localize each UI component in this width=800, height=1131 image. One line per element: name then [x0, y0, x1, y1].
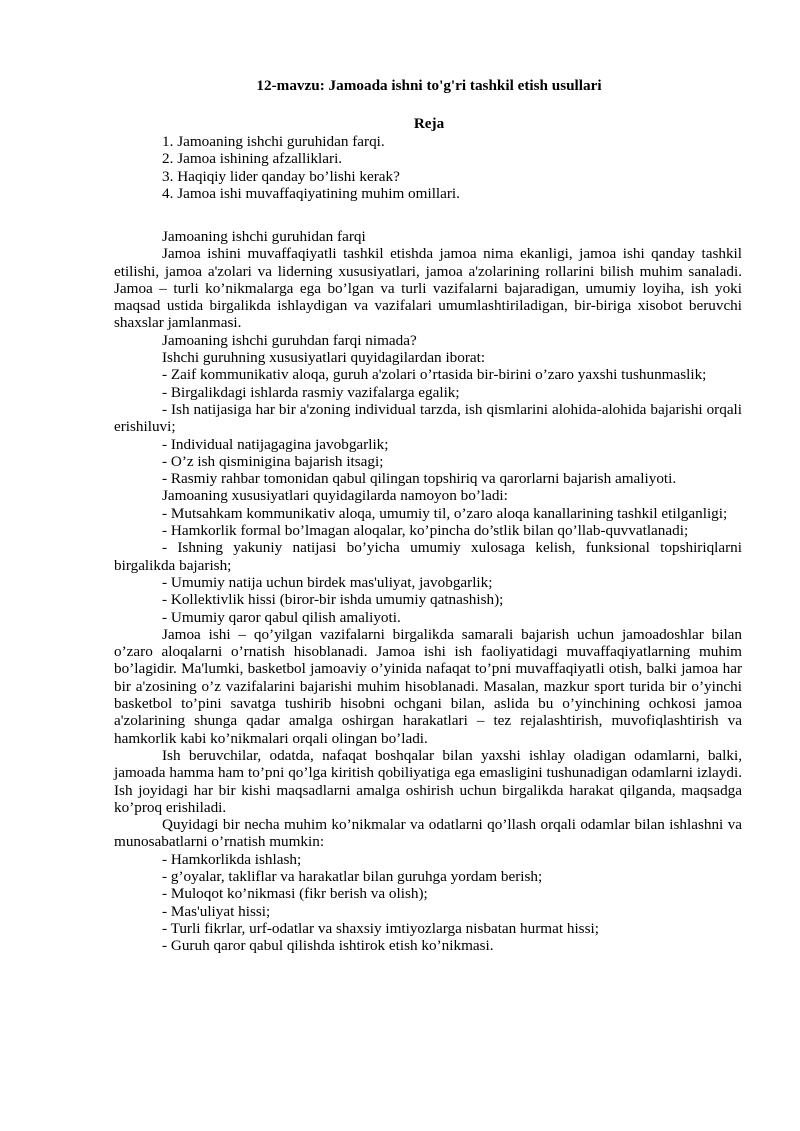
- list-item: - Zaif kommunikativ aloqa, guruh a'zolari o’rtasida bir-birini o’zaro yaxshi tushunmaslik;: [162, 366, 707, 384]
- plan-item: 3. Haqiqiy lider qanday bo’lishi kerak?: [162, 167, 400, 185]
- list-item: - Birgalikdagi ishlarda rasmiy vazifalarga egalik;: [162, 383, 460, 401]
- paragraph: Jamoa ishini muvaffaqiyatli tashkil etishda jamoa nima ekanligi, jamoa ishi qanday tashkil etilishi, jamoa a'zolari va liderning xususiyatlari, jamoa a'zolarining rollarini bilish muhim sanaladi. Jamoa – turli ko’nikmalarga ega bo’lgan va turli vazifalarni bajaradigan, umumiy loyiha, ish yoki maqsad ustida birgalikda ishlaydigan va vazifalari umumlashtiriladigan, bir-biriga xisobot beruvchi shaxslar jamlanmasi.: [114, 245, 742, 332]
- plan-item: 4. Jamoa ishi muvaffaqiyatining muhim omillari.: [162, 184, 460, 202]
- list-item: - Muloqot ko’nikmasi (fikr berish va olish);: [162, 885, 428, 903]
- plan-item: 2. Jamoa ishining afzalliklari.: [162, 150, 343, 168]
- list-item: - g’oyalar, takliflar va harakatlar bilan guruhga yordam berish;: [162, 867, 543, 885]
- list-item: - Umumiy qaror qabul qilish amaliyoti.: [162, 608, 401, 626]
- list-item: - Turli fikrlar, urf-odatlar va shaxsiy imtiyozlarga nisbatan hurmat hissi;: [162, 919, 599, 937]
- list-item: - Individual natijagagina javobgarlik;: [162, 435, 389, 453]
- list-item: - Hamkorlik formal bo’lmagan aloqalar, ko’pincha do’stlik bilan qo’llab-quvvatlanadi;: [162, 522, 689, 540]
- list-item: - O’z ish qisminigina bajarish itsagi;: [162, 452, 384, 470]
- paragraph: Ishchi guruhning xususiyatlari quyidagilardan iborat:: [162, 349, 486, 367]
- list-item: - Ish natijasiga har bir a'zoning individual tarzda, ish qismlarini alohida-alohida bajarishi orqali erishiluvi;: [114, 400, 742, 436]
- list-item: - Umumiy natija uchun birdek mas'uliyat, javobgarlik;: [162, 573, 493, 591]
- list-item: - Hamkorlikda ishlash;: [162, 850, 302, 868]
- paragraph: Jamoaning xususiyatlari quyidagilarda namoyon bo’ladi:: [162, 487, 508, 505]
- list-item: - Kollektivlik hissi (biror-bir ishda umumiy qatnashish);: [162, 591, 504, 609]
- list-item: - Mutsahkam kommunikativ aloqa, umumiy til, o’zaro aloqa kanallarining tashkil etilganligi;: [162, 504, 728, 522]
- list-item: - Ishning yakuniy natijasi bo’yicha umumiy xulosaga kelish, funksional topshiriqlarni birgalikda bajarish;: [114, 539, 742, 574]
- paragraph: Jamoa ishi – qo’yilgan vazifalarni birgalikda samarali bajarish uchun jamoadoshlar bilan o’zaro aloqalarni o’rnatish hisoblanadi. Jamoa ishi ish faoliyatidagi muvaffaqiyatlarning muhim bo’lagidir. Ma'lumki, basketbol jamoaviy o’yinida nafaqat to’pni muvaffaqiyatli otish, balki jamoa har bir a'zosining o’z vazifalarini bajarishi muhim hisoblanadi. Masalan, mazkur sport turida bir o’yinchi basketbol to’pini savatga tushirib hisobni ochgani bilan, aslida bu o’yinchining ochkosi jamoa a'zolarining shunga qadar amalga oshirgan harakatlari – tez rejalashtirish, muvofiqlashtirish va hamkorlik kabi ko’nikmalari orqali olingan bo’ladi.: [114, 625, 742, 747]
- document-body: [114, 228, 742, 954]
- paragraph: Jamoaning ishchi guruhdan farqi nimada?: [162, 331, 417, 349]
- list-item: - Mas'uliyat hissi;: [162, 902, 271, 920]
- plan-heading: Reja: [413, 115, 445, 132]
- paragraph: Ish beruvchilar, odatda, nafaqat boshqalar bilan yaxshi ishlay oladigan odamlarni, balki, jamoada hamma ham to’pni qo’lga kiritish qobiliyatiga ega emasligini tushunadigan odamlarni izlaydi. Ish joyidagi har bir kishi maqsadlarni amalga oshirish uchun birgalikda harakat qilganda, maqsadga ko’proq erishiladi.: [114, 746, 742, 816]
- list-item: - Guruh qaror qabul qilishda ishtirok etish ko’nikmasi.: [162, 937, 494, 955]
- plan-item: 1. Jamoaning ishchi guruhidan farqi.: [162, 133, 385, 150]
- plan-list: [162, 133, 460, 202]
- paragraph: Quyidagi bir necha muhim ko’nikmalar va odatlarni qo’llash orqali odamlar bilan ishlashni va munosabatlarni o’rnatish mumkin:: [114, 816, 742, 851]
- list-item: - Rasmiy rahbar tomonidan qabul qilingan topshiriq va qarorlarni bajarish amaliyoti.: [162, 470, 677, 488]
- document-title: 12-mavzu: Jamoada ishni to'g'ri tashkil etish usullari: [256, 77, 602, 94]
- section-heading: Jamoaning ishchi guruhidan farqi: [162, 228, 366, 245]
